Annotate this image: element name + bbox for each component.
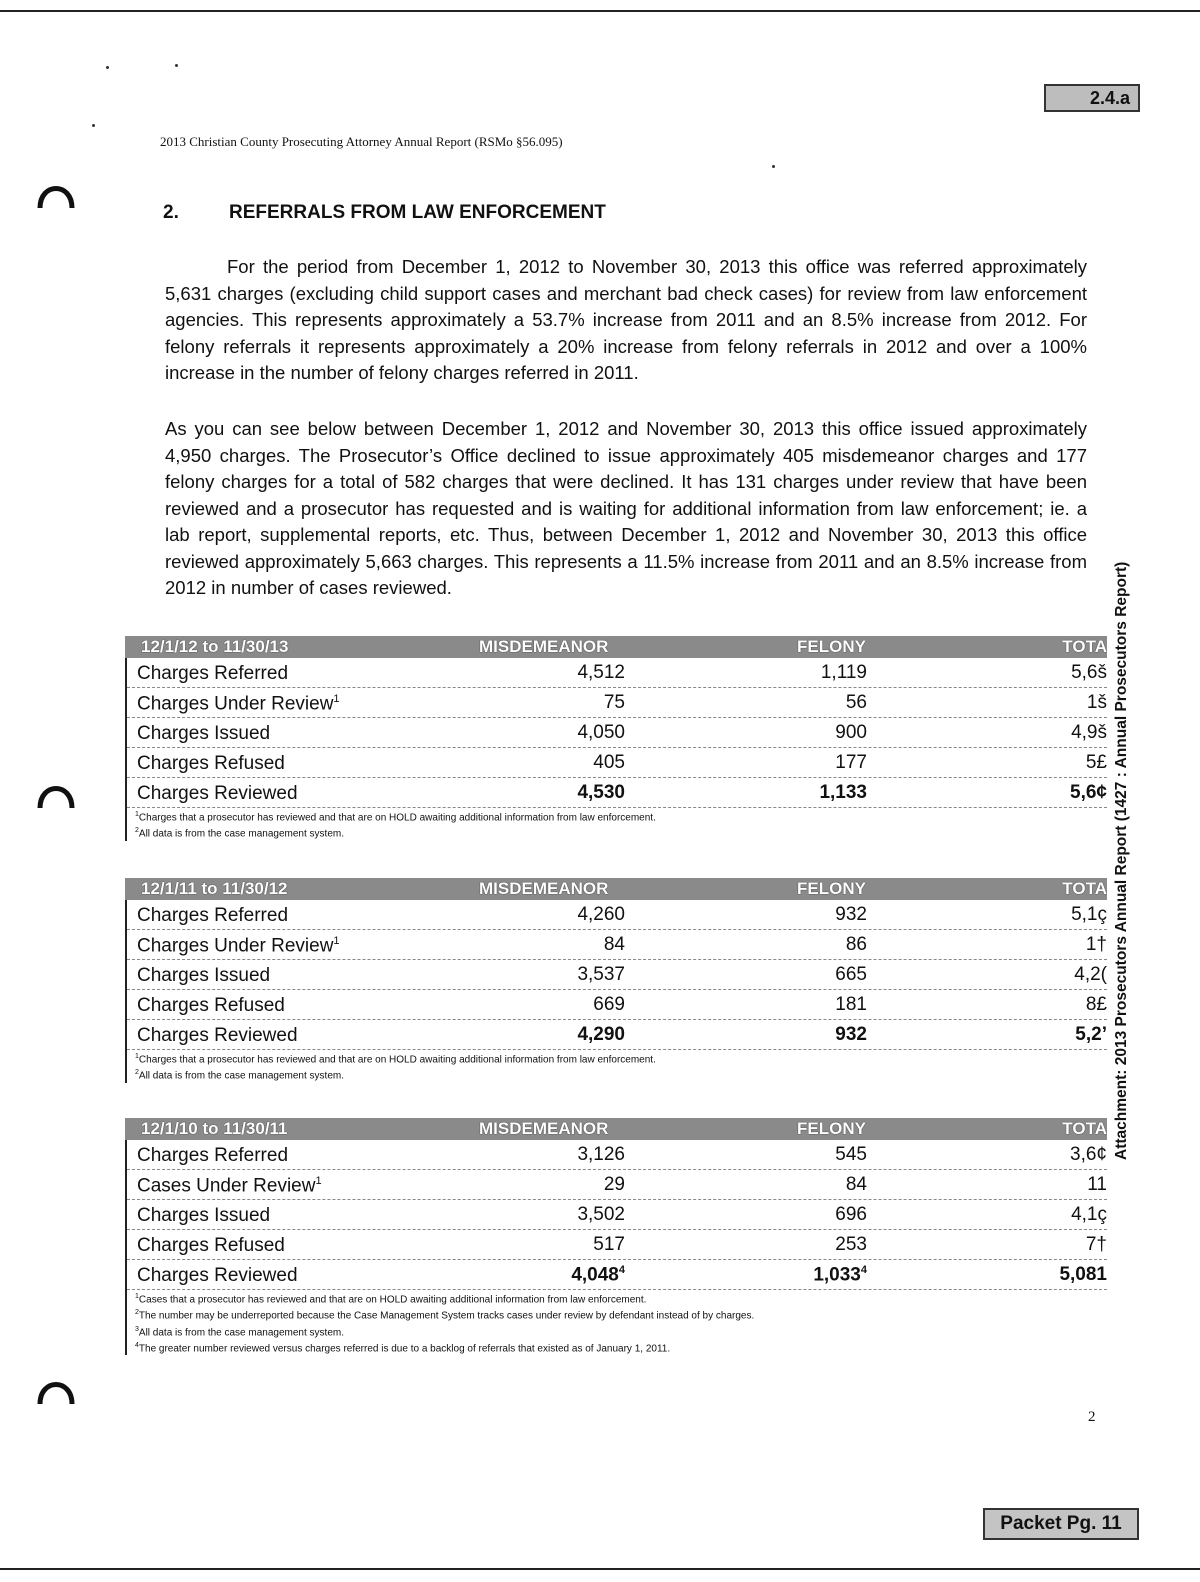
misdemeanor-value: 84 <box>603 934 625 955</box>
total-value: 3,6¢ <box>1070 1144 1107 1165</box>
total-value: 5,6¢ <box>1070 782 1107 803</box>
felony-value: 932 <box>835 1024 867 1045</box>
misdemeanor-value: 669 <box>593 994 625 1015</box>
row-label: Charges Referred <box>137 663 289 684</box>
table-row <box>127 1140 1107 1170</box>
felony-value: 696 <box>835 1204 867 1225</box>
footnote: $^3$All data is from the case management system. <box>135 1325 344 1338</box>
table-body <box>125 900 1107 1083</box>
felony-value: 84 <box>845 1174 867 1195</box>
attachment-sidebar: Attachment: 2013 Prosecutors Annual Report (1427 : Annual Prosecutors Report) <box>1113 561 1130 1160</box>
table-row <box>127 930 1107 960</box>
footnote-ref: 4 <box>618 1263 625 1276</box>
footnote: $^2$All data is from the case management system. <box>135 1069 344 1082</box>
footnote: $^2$The number may be underreported because the Case Management System tracks cases under review by defendant instead of by charges. <box>135 1309 755 1322</box>
total-value: 1š <box>1086 692 1107 713</box>
row-label: Charges Under Review$^1$ <box>137 934 340 956</box>
felony-value: 253 <box>835 1234 867 1255</box>
table-row <box>127 1200 1107 1230</box>
paragraph-referrals: For the period from December 1, 2012 to November 30, 2013 this office was referred approximately 5,631 charges (excluding child support cases and merchant bad check cases) for review from law enforcement agencies. This represents approximately a 53.7% increase from 2011 and an 8.5% increase from 2012. For felony referrals it represents approximately a 20% increase from felony referrals in 2012 and over a 100% increase in the number of felony charges referred in 2011. <box>165 256 1087 383</box>
table-row <box>127 1260 1107 1290</box>
footnote: $^1$Charges that a prosecutor has reviewed and that are on HOLD awaiting additional information from law enforcement. <box>135 1053 656 1066</box>
misdemeanor-header: MISDEMEANOR <box>479 879 609 898</box>
section-heading <box>163 202 606 224</box>
felony-value: 181 <box>835 994 867 1015</box>
table-header <box>125 636 1107 658</box>
felony-header: FELONY <box>797 637 866 656</box>
footnote-ref: 4 <box>860 1263 867 1276</box>
row-label: Charges Reviewed <box>137 1265 298 1286</box>
total-value: 8£ <box>1085 994 1107 1015</box>
period-header: 12/1/11 to 11/30/12 <box>141 879 288 898</box>
footnote-ref: 1 <box>315 1174 322 1187</box>
bottom-border-line <box>0 1568 1200 1570</box>
total-value: 5,6š <box>1071 662 1107 683</box>
footnote: $^4$The greater number reviewed versus charges referred is due to a backlog of referrals that existed as of January 1, 2011. <box>135 1341 671 1355</box>
total-header: TOTA <box>1062 1119 1107 1138</box>
referrals-table <box>125 636 1107 841</box>
table-body <box>125 658 1107 841</box>
table-row <box>127 1230 1107 1260</box>
misdemeanor-value: 4,290 <box>577 1024 625 1045</box>
misdemeanor-value: 405 <box>593 752 625 773</box>
scan-speck <box>106 66 109 69</box>
misdemeanor-value: 4,048$^4$ <box>571 1263 625 1285</box>
footnote-ref: 1 <box>333 934 340 947</box>
felony-value: 932 <box>835 904 867 925</box>
misdemeanor-value: 29 <box>603 1174 625 1195</box>
felony-header: FELONY <box>797 879 866 898</box>
misdemeanor-value: 3,502 <box>577 1204 625 1225</box>
table-row <box>127 658 1107 688</box>
felony-value: 86 <box>845 934 867 955</box>
scan-speck <box>772 165 775 168</box>
row-label: Charges Refused <box>137 995 285 1016</box>
table-row <box>127 1020 1107 1050</box>
total-value: 7† <box>1085 1234 1107 1255</box>
row-label: Charges Refused <box>137 1235 285 1256</box>
misdemeanor-value: 4,530 <box>577 782 625 803</box>
total-value: 11 <box>1087 1174 1107 1195</box>
total-value: 5,2’ <box>1075 1024 1107 1045</box>
top-border-line <box>0 10 1200 12</box>
section-number: 2. <box>163 202 179 223</box>
referrals-table <box>125 1118 1107 1355</box>
table-header <box>125 1118 1107 1140</box>
felony-value: 177 <box>835 752 867 773</box>
misdemeanor-value: 517 <box>593 1234 625 1255</box>
total-header: TOTA <box>1062 879 1107 898</box>
scan-speck <box>92 124 95 127</box>
row-label: Charges Referred <box>137 1145 289 1166</box>
total-value: 5,081 <box>1059 1264 1107 1285</box>
row-label: Cases Under Review$^1$ <box>137 1174 322 1196</box>
footnote-ref: 1 <box>333 692 340 705</box>
total-value: 1† <box>1085 934 1107 955</box>
row-label: Charges Refused <box>137 753 285 774</box>
page-number: 2 <box>1088 1409 1096 1425</box>
period-header: 12/1/12 to 11/30/13 <box>141 637 289 656</box>
row-label: Charges Issued <box>137 723 271 744</box>
felony-value: 1,119 <box>820 662 867 683</box>
total-value: 4,2( <box>1074 964 1107 985</box>
total-value: 5,1ç <box>1071 904 1107 925</box>
scan-speck <box>175 64 178 67</box>
table-row <box>127 900 1107 930</box>
misdemeanor-value: 4,512 <box>577 662 625 683</box>
table-body <box>125 1140 1107 1355</box>
row-label: Charges Under Review$^1$ <box>137 692 340 714</box>
binder-hole-icon <box>36 772 76 812</box>
total-header: TOTA <box>1062 637 1107 656</box>
binder-hole-icon <box>36 1368 76 1408</box>
footnote: $^1$Charges that a prosecutor has reviewed and that are on HOLD awaiting additional information from law enforcement. <box>135 811 656 824</box>
table-footnotes <box>127 1050 1107 1083</box>
misdemeanor-value: 4,050 <box>577 722 625 743</box>
row-label: Charges Issued <box>137 1205 271 1226</box>
misdemeanor-header: MISDEMEANOR <box>479 637 609 656</box>
row-label: Charges Reviewed <box>137 1025 298 1046</box>
table-footnotes <box>127 808 1107 841</box>
felony-value: 1,133 <box>819 782 867 803</box>
table-row <box>127 960 1107 990</box>
footnote: $^2$All data is from the case management system. <box>135 827 344 840</box>
table-row <box>127 718 1107 748</box>
attachment-tag: 2.4.a <box>1044 84 1140 112</box>
packet-page-label: Packet Pg. 11 <box>983 1508 1139 1540</box>
misdemeanor-value: 75 <box>603 692 625 713</box>
section-title: REFERRALS FROM LAW ENFORCEMENT <box>229 202 606 223</box>
table-row <box>127 778 1107 808</box>
row-label: Charges Reviewed <box>137 783 298 804</box>
felony-value: 665 <box>835 964 867 985</box>
felony-value: 545 <box>835 1144 867 1165</box>
felony-value: 1,033$^4$ <box>813 1263 867 1285</box>
binder-hole-icon <box>36 172 76 212</box>
period-header: 12/1/10 to 11/30/11 <box>141 1119 288 1138</box>
report-header: 2013 Christian County Prosecuting Attorney Annual Report (RSMo §56.095) <box>160 134 563 149</box>
felony-header: FELONY <box>797 1119 866 1138</box>
misdemeanor-value: 3,126 <box>577 1144 625 1165</box>
felony-value: 900 <box>835 722 867 743</box>
table-header <box>125 878 1107 900</box>
footnote: $^1$Cases that a prosecutor has reviewed and that are on HOLD awaiting additional information from law enforcement. <box>135 1293 647 1306</box>
misdemeanor-value: 4,260 <box>577 904 625 925</box>
misdemeanor-header: MISDEMEANOR <box>479 1119 609 1138</box>
table-row <box>127 748 1107 778</box>
misdemeanor-value: 3,537 <box>577 964 625 985</box>
paragraph-issued: As you can see below between December 1, 2012 and November 30, 2013 this office issued approximately 4,950 charges. The Prosecutor’s Office declined to issue approximately 405 misdemeanor charges and 177 felony charges for a total of 582 charges that were declined. It has 131 charges under review that have been reviewed and a prosecutor has requested and is waiting for additional information from law enforcement; ie. a lab report, supplemental reports, etc. Thus, between December 1, 2012 and November 30, 2013 this office reviewed approximately 5,663 charges. This represents a 11.5% increase from 2011 and an 8.5% increase from 2012 in number of cases reviewed. <box>165 418 1087 598</box>
felony-value: 56 <box>845 692 867 713</box>
table-row <box>127 990 1107 1020</box>
row-label: Charges Referred <box>137 905 289 926</box>
table-row <box>127 1170 1107 1200</box>
total-value: 4,9š <box>1071 722 1107 743</box>
table-footnotes <box>127 1290 1107 1355</box>
total-value: 5£ <box>1085 752 1107 773</box>
total-value: 4,1ç <box>1071 1204 1107 1225</box>
referrals-table <box>125 878 1107 1083</box>
table-row <box>127 688 1107 718</box>
row-label: Charges Issued <box>137 965 271 986</box>
